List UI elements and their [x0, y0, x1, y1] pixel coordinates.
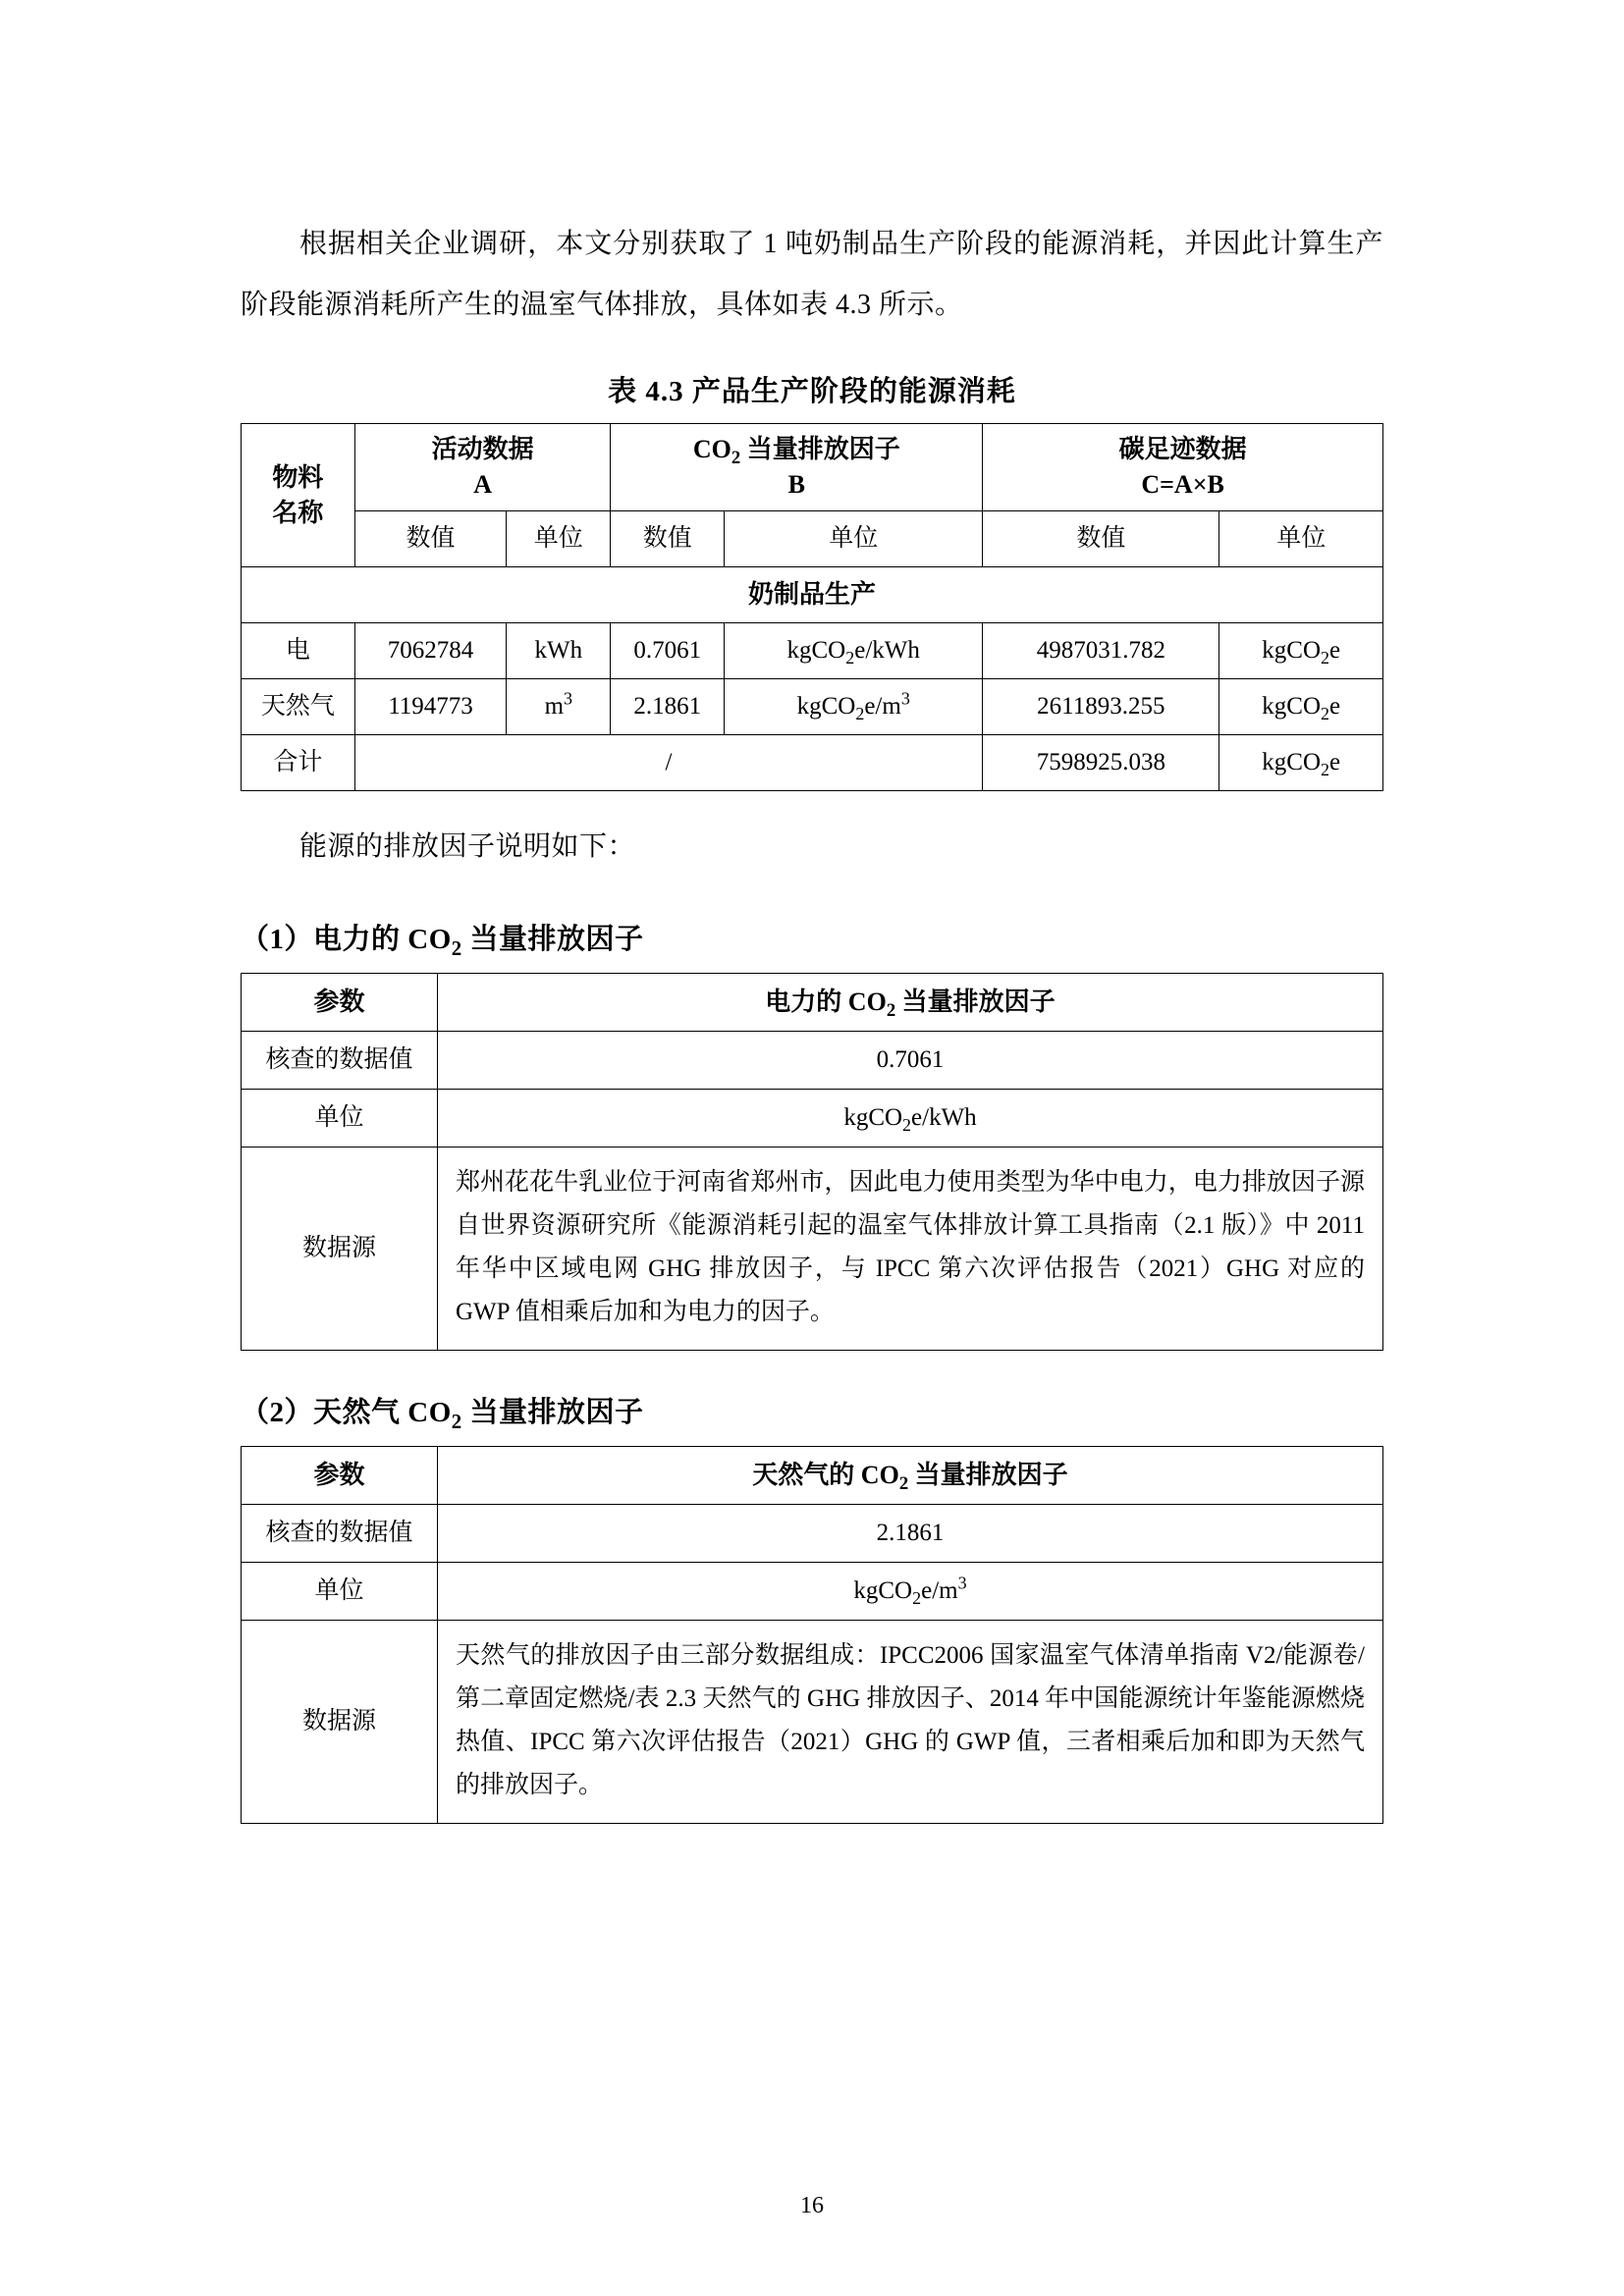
- table-row: [242, 1563, 1383, 1621]
- table-row: [242, 974, 1383, 1032]
- row-electricity-c-value: 4987031.782: [983, 623, 1219, 679]
- elec-verified-value: 0.7061: [438, 1032, 1383, 1090]
- group-label: 奶制品生产: [242, 567, 1383, 623]
- header-factor: $CO_2$ 当量排放因子 B: [611, 424, 983, 511]
- row-gas-a-unit: $m^3$: [507, 679, 611, 735]
- row-electricity-name: 电: [242, 623, 355, 679]
- section-1-heading: （1）电力的 $CO_2$ 当量排放因子: [241, 924, 644, 960]
- header-a-unit: 单位: [507, 511, 611, 567]
- table-row: [242, 1148, 1383, 1351]
- row-electricity-b-unit: kgCO$_2$e/kWh: [725, 623, 983, 679]
- row-gas-c-unit: kgCO$_2$e: [1219, 679, 1383, 735]
- header-b-value: 数值: [611, 511, 725, 567]
- header-c-value: 数值: [983, 511, 1219, 567]
- gas-factor-table: [241, 1446, 1383, 1824]
- row-total-c-value: 7598925.038: [983, 735, 1219, 791]
- header-activity: 活动数据 A: [354, 424, 611, 511]
- gas-verified-value: 2.1861: [438, 1505, 1383, 1563]
- table-row: [242, 679, 1383, 735]
- gas-source-label: 数据源: [242, 1621, 438, 1824]
- row-electricity-b-value: 0.7061: [611, 623, 725, 679]
- table-row: [242, 511, 1383, 567]
- table-row: [242, 623, 1383, 679]
- table-row: [242, 1505, 1383, 1563]
- elec-unit-value: kgCO$_2$e/kWh: [438, 1090, 1383, 1148]
- table-row: [242, 567, 1383, 623]
- gas-unit-label: 单位: [242, 1563, 438, 1621]
- header-c-unit: 单位: [1219, 511, 1383, 567]
- table-4-3: [241, 423, 1383, 791]
- row-gas-b-unit: $kgCO_2e/m^3$: [725, 679, 983, 735]
- table-row: [242, 1447, 1383, 1505]
- header-b-unit: 单位: [725, 511, 983, 567]
- row-electricity-a-value: 7062784: [354, 623, 506, 679]
- gas-source-text: 天然气的排放因子由三部分数据组成：IPCC2006 国家温室气体清单指南 V2/能源卷/第二章固定燃烧/表 2.3 天然气的 GHG 排放因子、2014 年中国能源统计年鉴能源燃烧热值、IPCC 第六次评估报告（2021）GHG 的 GWP 值，三者相乘后加和即为天然气的排放因子。: [438, 1621, 1383, 1824]
- elec-verified-label: 核查的数据值: [242, 1032, 438, 1090]
- row-electricity-a-unit: kWh: [507, 623, 611, 679]
- gas-param-head: 天然气的 $CO_2$ 当量排放因子: [438, 1447, 1383, 1505]
- electricity-factor-table: [241, 973, 1383, 1351]
- row-gas-name: 天然气: [242, 679, 355, 735]
- row-gas-b-value: 2.1861: [611, 679, 725, 735]
- elec-source-text: 郑州花花牛乳业位于河南省郑州市，因此电力使用类型为华中电力，电力排放因子源自世界资源研究所《能源消耗引起的温室气体排放计算工具指南（2.1 版）》中 2011 年华中区域电网 GHG 排放因子，与 IPCC 第六次评估报告（2021）GHG 对应的 GWP 值相乘后加和为电力的因子。: [438, 1148, 1383, 1351]
- gas-param-label: 参数: [242, 1447, 438, 1505]
- section-2-heading: （2）天然气 $CO_2$ 当量排放因子: [241, 1397, 644, 1433]
- header-a-value: 数值: [354, 511, 506, 567]
- row-electricity-c-unit: kgCO$_2$e: [1219, 623, 1383, 679]
- table-row: [242, 1090, 1383, 1148]
- table-row: [242, 1032, 1383, 1090]
- row-total-c-unit: kgCO$_2$e: [1219, 735, 1383, 791]
- row-total-middle: /: [354, 735, 982, 791]
- row-total-name: 合计: [242, 735, 355, 791]
- row-gas-a-value: 1194773: [354, 679, 506, 735]
- after-table-paragraph: 能源的排放因子说明如下：: [299, 831, 636, 862]
- elec-param-label: 参数: [242, 974, 438, 1032]
- elec-source-label: 数据源: [242, 1148, 438, 1351]
- page-number: 16: [800, 2193, 824, 2218]
- table-row: [242, 1621, 1383, 1824]
- header-material: 物料 名称: [242, 424, 355, 567]
- row-gas-c-value: 2611893.255: [983, 679, 1219, 735]
- table-4-3-title: 表 4.3 产品生产阶段的能源消耗: [608, 376, 1016, 407]
- gas-unit-value: $kgCO_2e/m^3$: [438, 1563, 1383, 1621]
- elec-param-head: 电力的 $CO_2$ 当量排放因子: [438, 974, 1383, 1032]
- gas-verified-label: 核查的数据值: [242, 1505, 438, 1563]
- intro-paragraph: 根据相关企业调研，本文分别获取了 1 吨奶制品生产阶段的能源消耗，并因此计算生产阶段能源消耗所产生的温室气体排放，具体如表 4.3 所示。: [241, 229, 1383, 320]
- elec-unit-label: 单位: [242, 1090, 438, 1148]
- table-row: [242, 735, 1383, 791]
- header-footprint: 碳足迹数据 C=A×B: [983, 424, 1383, 511]
- table-row: [242, 424, 1383, 511]
